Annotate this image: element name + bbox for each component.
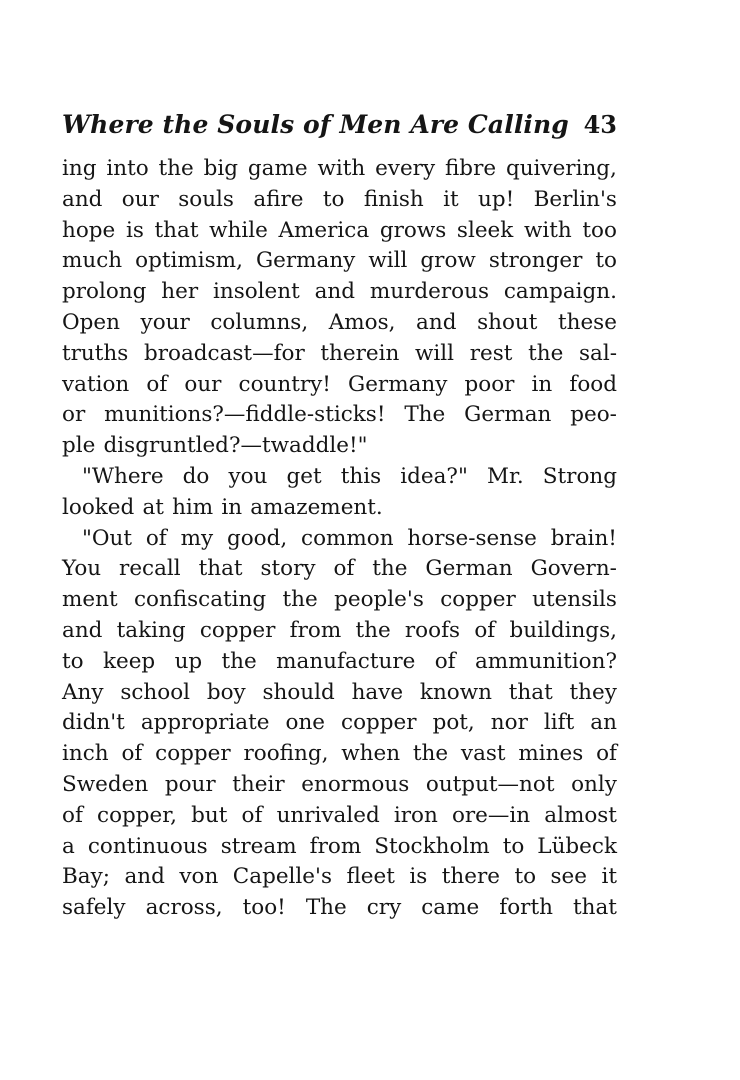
text-line: inch of copper roofing, when the vast mines of <box>62 741 617 767</box>
text-line: looked at him in amazement. <box>62 494 383 520</box>
text-line: vation of our country! Germany poor in food <box>62 371 617 397</box>
text-line: or munitions?—fiddle-sticks! The German peo- <box>62 402 617 428</box>
text-line: You recall that story of the German Govern- <box>62 556 617 582</box>
text-line: didn't appropriate one copper pot, nor lift an <box>62 710 617 736</box>
text-line: Sweden pour their enormous output—not only <box>62 771 617 797</box>
text-line: prolong her insolent and murderous campaign. <box>62 279 617 305</box>
text-line: ment confiscating the people's copper utensils <box>62 587 617 613</box>
text-line: to keep up the manufacture of ammunition? <box>62 648 617 674</box>
text-line: safely across, too! The cry came forth that <box>62 895 617 921</box>
running-head <box>62 110 617 150</box>
text-line: much optimism, Germany will grow stronger to <box>62 248 617 274</box>
text-line: hope is that while America grows sleek with too <box>62 217 617 243</box>
text-line: of copper, but of unrivaled iron ore—in almost <box>62 802 617 828</box>
text-line: truths broadcast—for therein will rest the sal- <box>62 340 617 366</box>
text-line: Bay; and von Capelle's fleet is there to see it <box>62 864 617 890</box>
page-number: 43 <box>583 110 617 139</box>
text-line: "Out of my good, common horse-sense brain! <box>82 525 617 551</box>
book-page <box>62 110 617 924</box>
text-line: "Where do you get this idea?" Mr. Strong <box>82 463 617 489</box>
body-text <box>62 154 617 924</box>
text-line: a continuous stream from Stockholm to Lübeck <box>62 833 617 859</box>
text-line: and our souls afire to finish it up! Berlin's <box>62 186 617 212</box>
text-line: and taking copper from the roofs of buildings, <box>62 617 617 643</box>
text-line: Any school boy should have known that they <box>62 679 617 705</box>
running-title: Where the Souls of Men Are Calling <box>62 110 569 139</box>
text-line: ple disgruntled?—twaddle!" <box>62 433 368 459</box>
text-line: ing into the big game with every fibre quivering, <box>62 156 617 181</box>
text-line: Open your columns, Amos, and shout these <box>62 309 617 335</box>
